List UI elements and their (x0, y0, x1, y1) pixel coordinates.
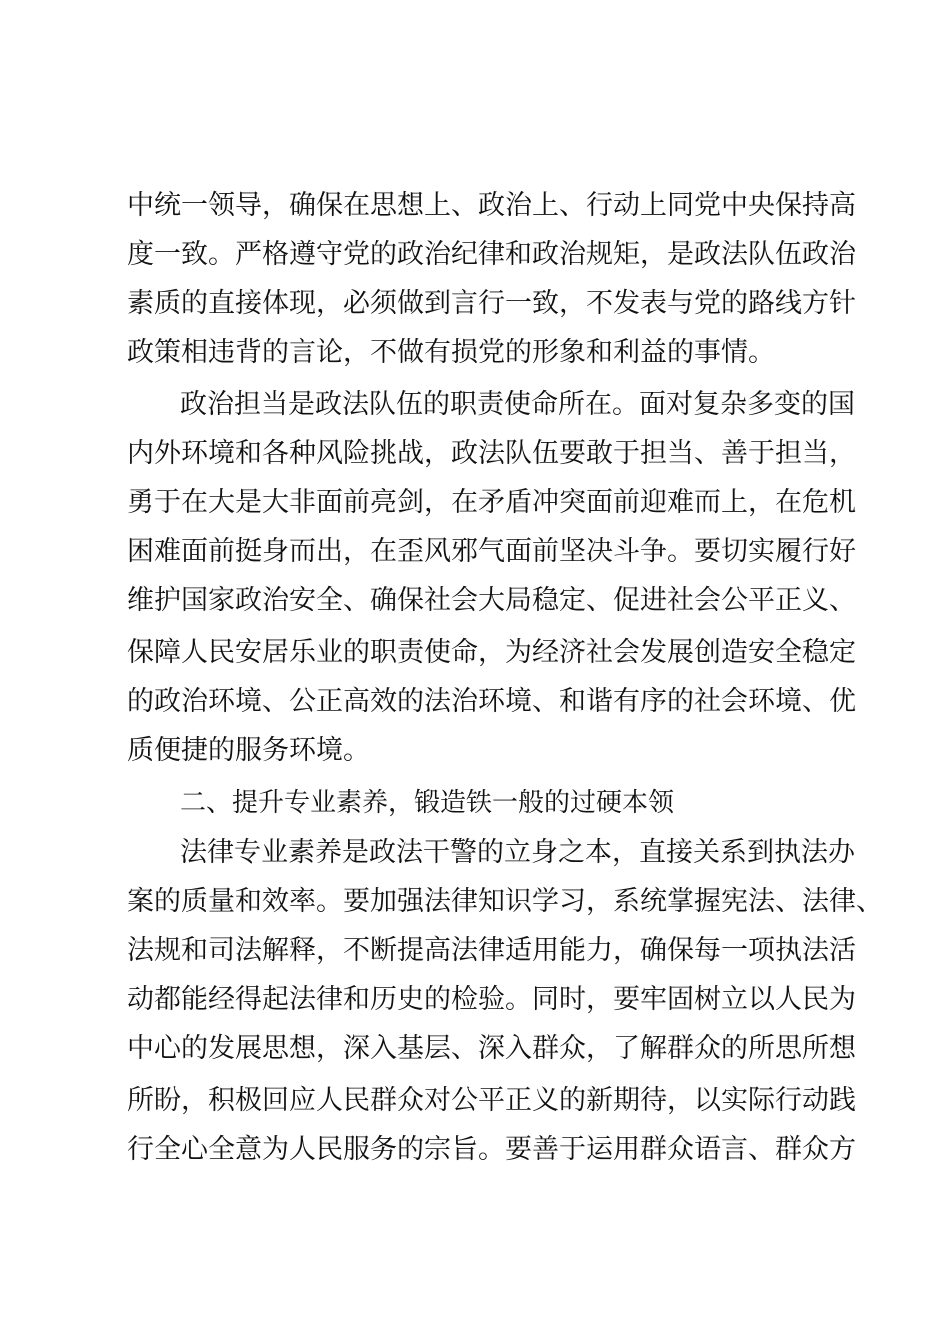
body-text-line: 维护国家政治安全、确保社会大局稳定、促进社会公平正义、 (127, 585, 856, 616)
body-text-line: 的政治环境、公正高效的法治环境、和谐有序的社会环境、优 (127, 686, 856, 717)
paragraph-first-line: 政治担当是政法队伍的职责使命所在。面对复杂多变的国 (180, 389, 855, 420)
paragraph-first-line: 法律专业素养是政法干警的立身之本，直接关系到执法办 (180, 837, 855, 868)
body-text-line: 所盼，积极回应人民群众对公平正义的新期待，以实际行动践 (127, 1085, 856, 1116)
body-text-line: 勇于在大是大非面前亮剑，在矛盾冲突面前迎难而上，在危机 (127, 487, 856, 518)
body-text-line: 保障人民安居乐业的职责使命，为经济社会发展创造安全稳定 (127, 637, 856, 668)
body-text-line: 中心的发展思想，深入基层、深入群众，了解群众的所思所想 (127, 1033, 856, 1064)
body-text-line: 素质的直接体现，必须做到言行一致，不发表与党的路线方针 (127, 288, 856, 319)
body-text-line: 度一致。严格遵守党的政治纪律和政治规矩，是政法队伍政治 (127, 239, 856, 270)
body-text-line: 内外环境和各种风险挑战，政法队伍要敢于担当、善于担当， (127, 438, 856, 469)
body-text-line: 行全心全意为人民服务的宗旨。要善于运用群众语言、群众方 (127, 1134, 856, 1165)
body-text-line: 政策相违背的言论，不做有损党的形象和利益的事情。 (127, 337, 775, 368)
body-text-line: 案的质量和效率。要加强法律知识学习，系统掌握宪法、法律、 (127, 886, 883, 917)
body-text-line: 中统一领导，确保在思想上、政治上、行动上同党中央保持高 (127, 190, 856, 221)
body-text-line: 法规和司法解释，不断提高法律适用能力，确保每一项执法活 (127, 935, 856, 966)
body-text-line: 动都能经得起法律和历史的检验。同时，要牢固树立以人民为 (127, 984, 856, 1015)
section-heading: 二、提升专业素养，锻造铁一般的过硬本领 (180, 788, 675, 818)
body-text-line: 质便捷的服务环境。 (127, 735, 370, 766)
body-text-line: 困难面前挺身而出，在歪风邪气面前坚决斗争。要切实履行好 (127, 536, 856, 567)
